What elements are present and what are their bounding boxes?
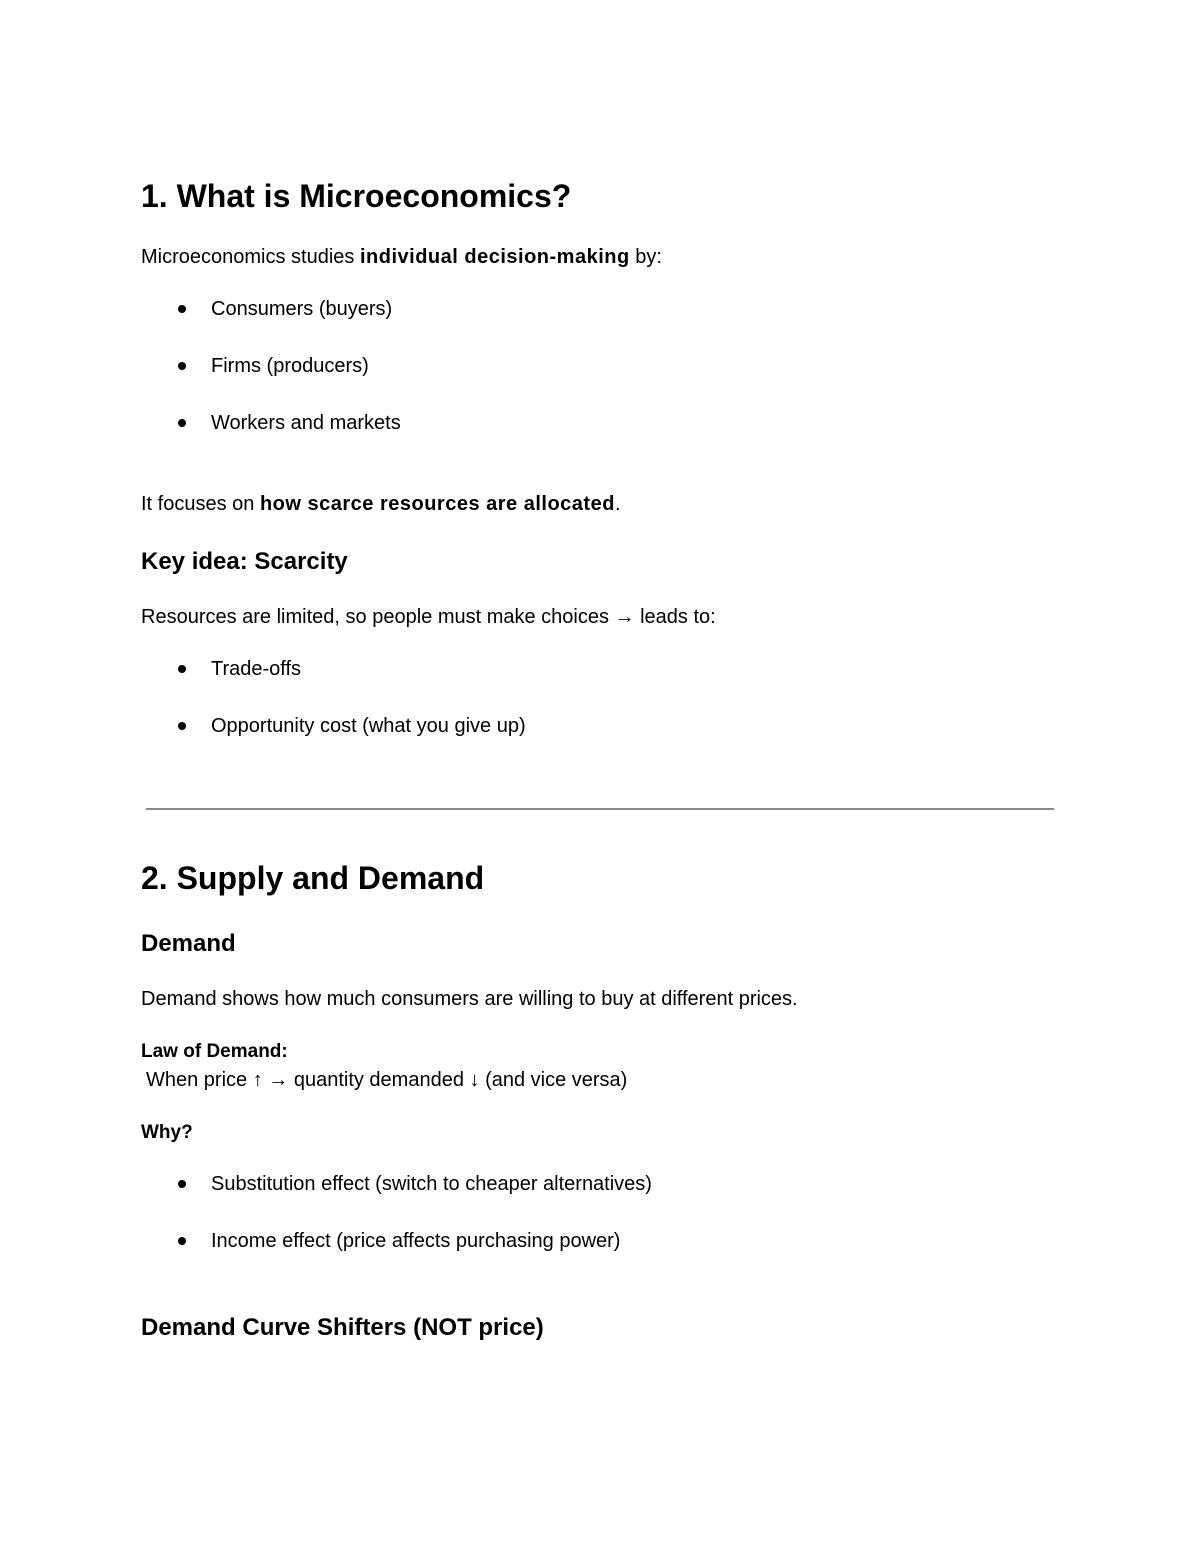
demand-curve-shifters-heading: Demand Curve Shifters (NOT price) — [141, 1314, 544, 1341]
demand-description: Demand shows how much consumers are willing to buy at different prices. — [141, 988, 798, 1010]
demand-heading: Demand — [141, 930, 236, 957]
list-item-text: Income effect (price affects purchasing power) — [211, 1230, 621, 1252]
list-item-text: Trade-offs — [211, 658, 302, 680]
section-1-heading: 1. What is Microeconomics? — [141, 178, 572, 214]
bullet-icon — [178, 305, 186, 313]
key-idea-heading: Key idea: Scarcity — [141, 548, 348, 575]
intro-paragraph — [141, 244, 662, 270]
law-of-demand-text: When price ↑ → quantity demanded ↓ (and vice versa) — [146, 1069, 628, 1091]
bullet-icon — [178, 419, 186, 427]
bullet-icon — [178, 665, 186, 673]
bullet-icon — [178, 722, 186, 730]
focus-paragraph — [141, 491, 621, 517]
intro-text-end: by: — [629, 246, 662, 268]
intro-bold-term: individual decision-making — [359, 246, 630, 268]
list-item — [178, 353, 369, 379]
why-label: Why? — [141, 1122, 193, 1143]
bullet-icon — [178, 1180, 186, 1188]
key-idea-text: Resources are limited, so people must make choices → leads to: — [141, 606, 716, 628]
section-2-heading: 2. Supply and Demand — [141, 860, 485, 896]
list-item-text: Workers and markets — [211, 412, 401, 434]
law-of-demand-label: Law of Demand: — [141, 1041, 288, 1062]
list-item-text: Consumers (buyers) — [211, 298, 393, 320]
bullet-icon — [178, 362, 186, 370]
list-item-text: Firms (producers) — [211, 355, 369, 377]
list-item-text: Opportunity cost (what you give up) — [211, 715, 526, 737]
focus-bold-term: how scarce resources are allocated — [259, 493, 615, 515]
bullet-icon — [178, 1237, 186, 1245]
list-item-text: Substitution effect (switch to cheaper alternatives) — [211, 1173, 652, 1195]
horizontal-divider — [146, 808, 1054, 810]
list-item — [178, 410, 401, 436]
list-item — [178, 1228, 620, 1254]
list-item — [178, 656, 301, 682]
list-item — [178, 296, 392, 322]
focus-text-start: It focuses on — [141, 493, 260, 515]
list-item — [178, 713, 526, 739]
focus-text-end: . — [614, 493, 621, 515]
intro-text-start: Microeconomics studies — [141, 246, 360, 268]
list-item — [178, 1171, 652, 1197]
